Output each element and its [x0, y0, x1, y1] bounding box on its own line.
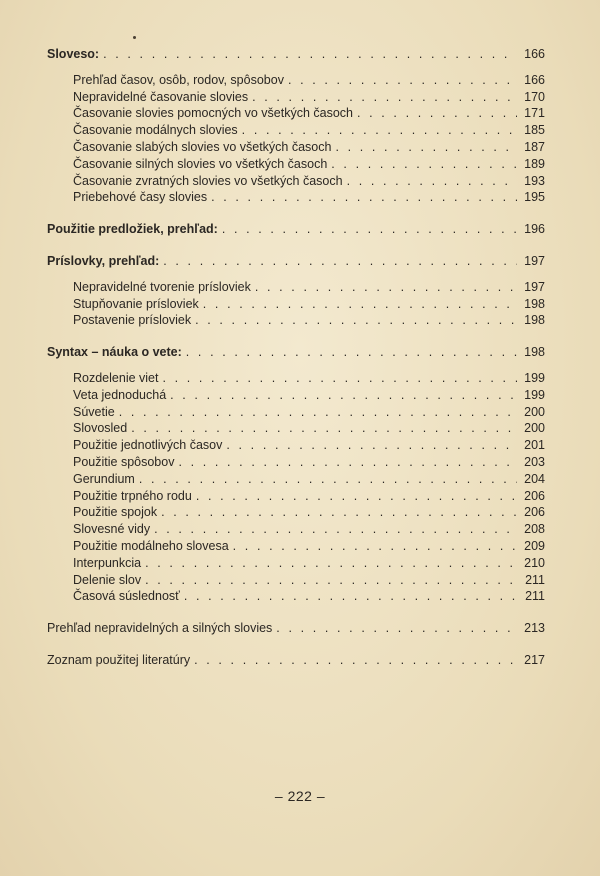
entry-title: Prehľad časov, osôb, rodov, spôsobov: [73, 72, 284, 87]
dot-leader: [139, 471, 517, 488]
toc-entry: [47, 538, 545, 555]
toc-entry: [47, 312, 545, 329]
toc-closing-entry: [47, 620, 545, 637]
entry-page-number: 166: [524, 47, 545, 61]
toc-entry: [47, 454, 545, 471]
entry-page-number: 198: [524, 345, 545, 360]
toc-entry: [47, 105, 545, 122]
toc-entry: [47, 521, 545, 538]
entry-title: Rozdelenie viet: [73, 370, 159, 385]
dot-leader: [226, 437, 517, 454]
toc-entry: [47, 296, 545, 313]
toc-closing-entry: [47, 652, 545, 669]
page-number-footer: – 222 –: [274, 788, 326, 804]
entry-page-number: 199: [524, 387, 545, 402]
entry-title: Súvetie: [73, 404, 115, 419]
toc-entry: [47, 420, 545, 437]
dot-leader: [162, 370, 517, 387]
entry-page-number: 185: [524, 123, 545, 138]
dot-leader: [178, 454, 517, 471]
dot-leader: [255, 279, 517, 296]
entry-page-number: 211: [525, 572, 545, 587]
entry-page-number: 198: [524, 296, 545, 311]
entry-title: Prehľad nepravidelných a silných slovies: [47, 621, 273, 636]
entry-title: Zoznam použitej literatúry: [47, 652, 191, 667]
entry-page-number: 201: [524, 438, 545, 453]
dot-leader: [347, 173, 517, 190]
entry-page-number: 209: [524, 538, 545, 553]
spacer: [47, 361, 545, 370]
table-of-contents: [47, 46, 545, 669]
dot-leader: [195, 312, 517, 329]
entry-title: Časovanie slabých slovies vo všetkých časoch: [73, 139, 332, 154]
entry-page-number: 196: [524, 222, 545, 237]
entry-page-number: 197: [524, 253, 545, 268]
toc-entry: [47, 122, 545, 139]
entry-title: Nepravidelné tvorenie prísloviek: [73, 279, 251, 294]
entry-title: Nepravidelné časovanie slovies: [73, 89, 249, 104]
entry-title: Priebehové časy slovies: [73, 190, 208, 205]
spacer: [47, 329, 545, 344]
toc-entry: [47, 488, 545, 505]
entry-title: Príslovky, prehľad:: [47, 253, 160, 268]
toc-entry: [47, 173, 545, 190]
entry-page-number: 211: [525, 589, 545, 604]
entry-page-number: 217: [524, 652, 545, 667]
dot-leader: [331, 156, 517, 173]
entry-title: Interpunkcia: [73, 555, 142, 570]
entry-title: Gerundium: [73, 471, 135, 486]
entry-page-number: 189: [524, 156, 545, 171]
spacer: [47, 605, 545, 620]
toc-section-entry: [47, 344, 545, 361]
entry-page-number: 170: [524, 89, 545, 104]
dot-leader: [154, 521, 517, 538]
toc-section-entry: [47, 46, 545, 63]
spacer: [47, 270, 545, 279]
entry-page-number: 213: [524, 621, 545, 636]
ink-speck: [133, 36, 136, 39]
toc-entry: [47, 89, 545, 106]
dot-leader: [163, 253, 517, 270]
spacer: [47, 63, 545, 72]
dot-leader: [288, 72, 517, 89]
entry-title: Časová súslednosť: [73, 589, 180, 604]
entry-title: Použitie spôsobov: [73, 454, 175, 469]
dot-leader: [233, 538, 517, 555]
dot-leader: [203, 296, 517, 313]
entry-title: Časovanie zvratných slovies vo všetkých časoch: [73, 173, 343, 188]
entry-page-number: 166: [524, 72, 545, 87]
dot-leader: [357, 105, 517, 122]
entry-page-number: 171: [524, 106, 545, 121]
toc-entry: [47, 370, 545, 387]
entry-page-number: 208: [524, 522, 545, 537]
dot-leader: [186, 344, 517, 361]
dot-leader: [196, 488, 517, 505]
toc-entry: [47, 572, 545, 589]
dot-leader: [242, 122, 517, 139]
toc-entry: [47, 279, 545, 296]
dot-leader: [119, 404, 517, 421]
dot-leader: [276, 620, 517, 637]
spacer: [47, 238, 545, 253]
toc-entry: [47, 471, 545, 488]
dot-leader: [170, 387, 517, 404]
entry-page-number: 193: [524, 173, 545, 188]
toc-entry: [47, 189, 545, 206]
entry-title: Použitie spojok: [73, 505, 158, 520]
spacer: [47, 206, 545, 221]
entry-page-number: 200: [524, 421, 545, 436]
dot-leader: [335, 139, 517, 156]
dot-leader: [131, 420, 517, 437]
toc-section-entry: [47, 221, 545, 238]
toc-entry: [47, 555, 545, 572]
dot-leader: [145, 572, 517, 589]
entry-page-number: 200: [524, 404, 545, 419]
dot-leader: [184, 588, 517, 605]
dot-leader: [194, 652, 517, 669]
entry-title: Slovesné vidy: [73, 522, 151, 537]
entry-page-number: 197: [524, 279, 545, 294]
spacer: [47, 637, 545, 652]
entry-page-number: 195: [524, 190, 545, 205]
entry-title: Delenie slov: [73, 572, 142, 587]
toc-entry: [47, 437, 545, 454]
entry-title: Slovosled: [73, 421, 128, 436]
toc-entry: [47, 504, 545, 521]
entry-page-number: 203: [524, 454, 545, 469]
entry-title: Veta jednoduchá: [73, 387, 167, 402]
dot-leader: [103, 46, 517, 63]
toc-entry: [47, 387, 545, 404]
entry-page-number: 206: [524, 505, 545, 520]
toc-entry: [47, 404, 545, 421]
dot-leader: [222, 221, 517, 238]
entry-page-number: 199: [524, 370, 545, 385]
dot-leader: [252, 89, 517, 106]
entry-title: Postavenie prísloviek: [73, 313, 192, 328]
dot-leader: [161, 504, 517, 521]
toc-entry: [47, 156, 545, 173]
entry-title: Stupňovanie prísloviek: [73, 296, 199, 311]
dot-leader: [145, 555, 517, 572]
entry-title: Syntax – náuka o vete:: [47, 345, 182, 360]
entry-page-number: 204: [524, 471, 545, 486]
entry-title: Použitie trpného rodu: [73, 488, 192, 503]
entry-title: Časovanie silných slovies vo všetkých časoch: [73, 156, 328, 171]
dot-leader: [211, 189, 517, 206]
entry-page-number: 198: [524, 313, 545, 328]
entry-title: Použitie predložiek, prehľad:: [47, 222, 218, 237]
toc-entry: [47, 588, 545, 605]
entry-title: Sloveso:: [47, 47, 100, 61]
toc-section-entry: [47, 253, 545, 270]
entry-title: Časovanie modálnych slovies: [73, 123, 238, 138]
toc-entry: [47, 139, 545, 156]
entry-title: Použitie modálneho slovesa: [73, 538, 229, 553]
entry-title: Časovanie slovies pomocných vo všetkých časoch: [73, 106, 353, 121]
entry-page-number: 206: [524, 488, 545, 503]
entry-page-number: 210: [524, 555, 545, 570]
toc-entry: [47, 72, 545, 89]
entry-title: Použitie jednotlivých časov: [73, 438, 223, 453]
entry-page-number: 187: [524, 139, 545, 154]
